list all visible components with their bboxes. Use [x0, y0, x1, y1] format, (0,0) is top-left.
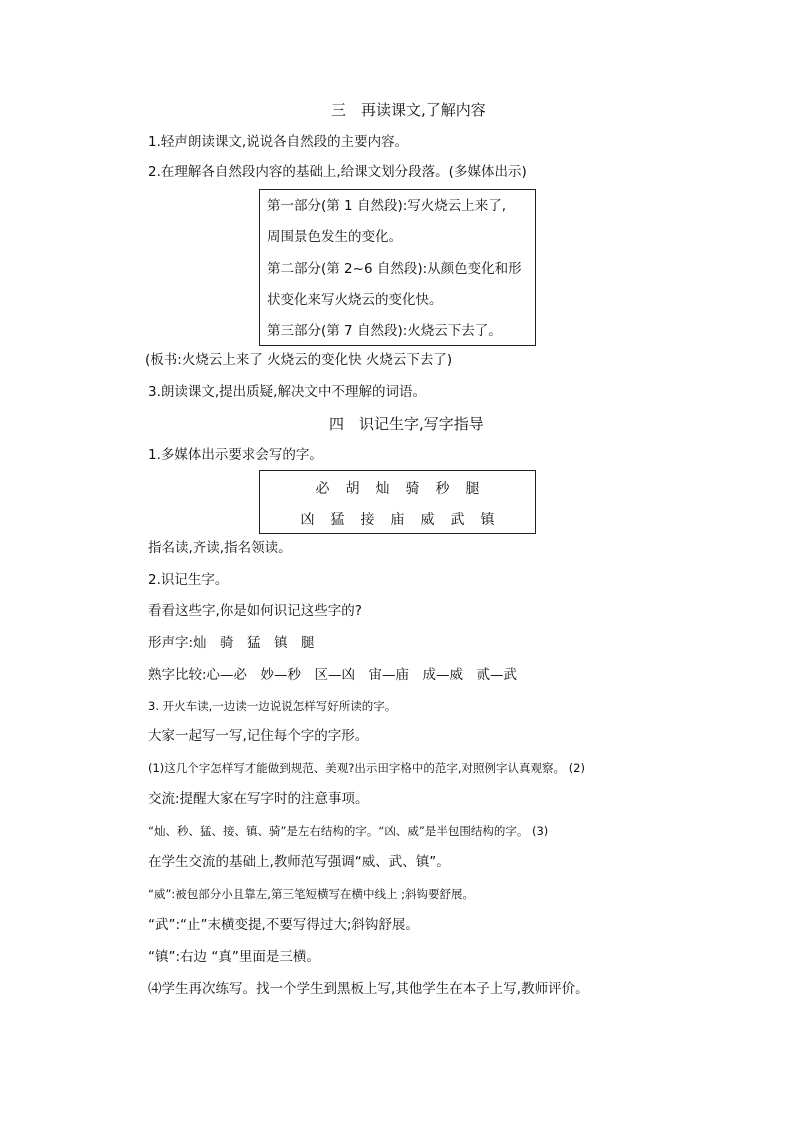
memory-question: 看看这些字,你是如何识记这些字的? [148, 603, 362, 619]
box-line-3: 第二部分(第 2~6 自然段):从颜色变化和形 [267, 261, 522, 277]
exchange-note: 交流:提醒大家在写字时的注意事项。 [148, 791, 369, 807]
char: 凶 [300, 512, 315, 528]
char: 接 [360, 512, 375, 528]
xingsheng-characters: 形声字:灿 骑 猛 镇 腿 [148, 635, 315, 651]
characters-box [259, 470, 536, 534]
char: 腿 [465, 481, 480, 497]
structure-note: “灿、秒、猛、接、镇、骑”是左右结构的字。“凶、威”是半包围结构的字。 (3) [148, 824, 549, 838]
character-comparison: 熟字比较:心—必 妙—秒 区—凶 宙—庙 成—威 贰—武 [148, 667, 518, 683]
section-3-item-2: 2.在理解各自然段内容的基础上,给课文划分段落。(多媒体出示) [148, 164, 527, 180]
section-4-heading: 四 识记生字,写字指导 [329, 415, 484, 433]
sub-step-4: ⑷学生再次练写。找一个学生到黑板上写,其他学生在本子上写,教师评价。 [148, 981, 589, 997]
box-line-1: 第一部分(第 1 自然段):写火烧云上来了, [267, 198, 507, 214]
char: 骑 [405, 481, 420, 497]
section-3-item-3: 3.朗读课文,提出质疑,解决文中不理解的词语。 [148, 384, 426, 400]
char: 武 [450, 512, 465, 528]
teacher-demo: 在学生交流的基础上,教师范写强调“威、武、镇”。 [148, 854, 450, 870]
section-3-item-1: 1.轻声朗读课文,说说各自然段的主要内容。 [148, 134, 409, 150]
box-line-4: 状变化来写火烧云的变化快。 [267, 292, 443, 308]
char: 镇 [480, 512, 495, 528]
read-instruction: 指名读,齐读,指名领读。 [148, 540, 292, 556]
section-4-item-3: 3. 开火车读,一边读一边说说怎样写好所读的字。 [148, 699, 397, 713]
wei-note: “威”:被包部分小且靠左,第三笔短横写在横中线上 ;斜钩要舒展。 [148, 887, 474, 901]
char: 必 [315, 481, 330, 497]
char: 庙 [390, 512, 405, 528]
zhen-note: “镇”:右边 “真”里面是三横。 [148, 949, 320, 965]
char: 威 [420, 512, 435, 528]
write-together: 大家一起写一写,记住每个字的字形。 [148, 728, 369, 744]
board-note: (板书:火烧云上来了 火烧云的变化快 火烧云下去了) [145, 352, 453, 368]
section-3-heading: 三 再读课文,了解内容 [331, 101, 486, 119]
section-4-item-2: 2.识记生字。 [148, 572, 229, 588]
paragraph-division-box [259, 189, 536, 346]
characters-row-2 [260, 509, 535, 529]
wu-note: “武”:“止”末横变提,不要写得过大;斜钩舒展。 [148, 917, 419, 933]
box-line-2: 周围景色发生的变化。 [267, 229, 402, 245]
sub-step-1: (1)这几个字怎样写才能做到规范、美观?出示田字格中的范字,对照例字认真观察。 (2) [148, 761, 585, 775]
characters-row-1 [260, 478, 535, 498]
section-4-item-1: 1.多媒体出示要求会写的字。 [148, 447, 323, 463]
box-line-5: 第三部分(第 7 自然段):火烧云下去了。 [267, 323, 502, 339]
char: 灿 [375, 481, 390, 497]
char: 猛 [330, 512, 345, 528]
char: 秒 [435, 481, 450, 497]
char: 胡 [345, 481, 360, 497]
